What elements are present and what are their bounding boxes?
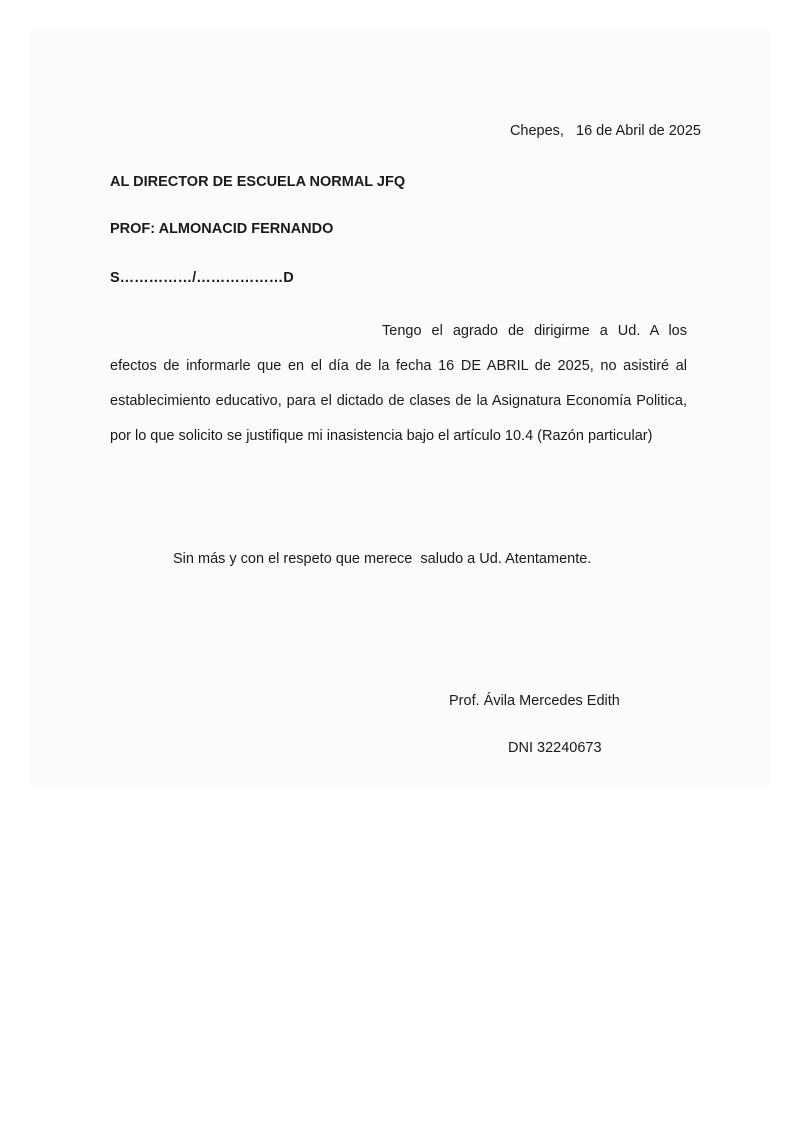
- letter-body: [110, 314, 687, 454]
- body-paragraph: Tengo el agrado de dirigirme a Ud. A los efectos de informarle que en el día de la fecha 16 DE ABRIL de 2025, no asistiré al establecimiento educativo, para el dictado de clases de la Asignatura Economía Politica, por lo que solicito se justifique mi inasistencia bajo el artículo 10.4 (Razón particular): [110, 323, 687, 444]
- recipient-title: AL DIRECTOR DE ESCUELA NORMAL JFQ: [110, 174, 406, 190]
- signature-dni: DNI 32240673: [508, 740, 602, 756]
- closing-line: Sin más y con el respeto que merece saludo a Ud. Atentamente.: [173, 551, 592, 567]
- date-line: Chepes, 16 de Abril de 2025: [509, 123, 701, 139]
- recipient-name: PROF: ALMONACID FERNANDO: [110, 221, 334, 237]
- signature-name: Prof. Ávila Mercedes Edith: [449, 693, 620, 709]
- salutation: S……………/………………D: [110, 270, 294, 286]
